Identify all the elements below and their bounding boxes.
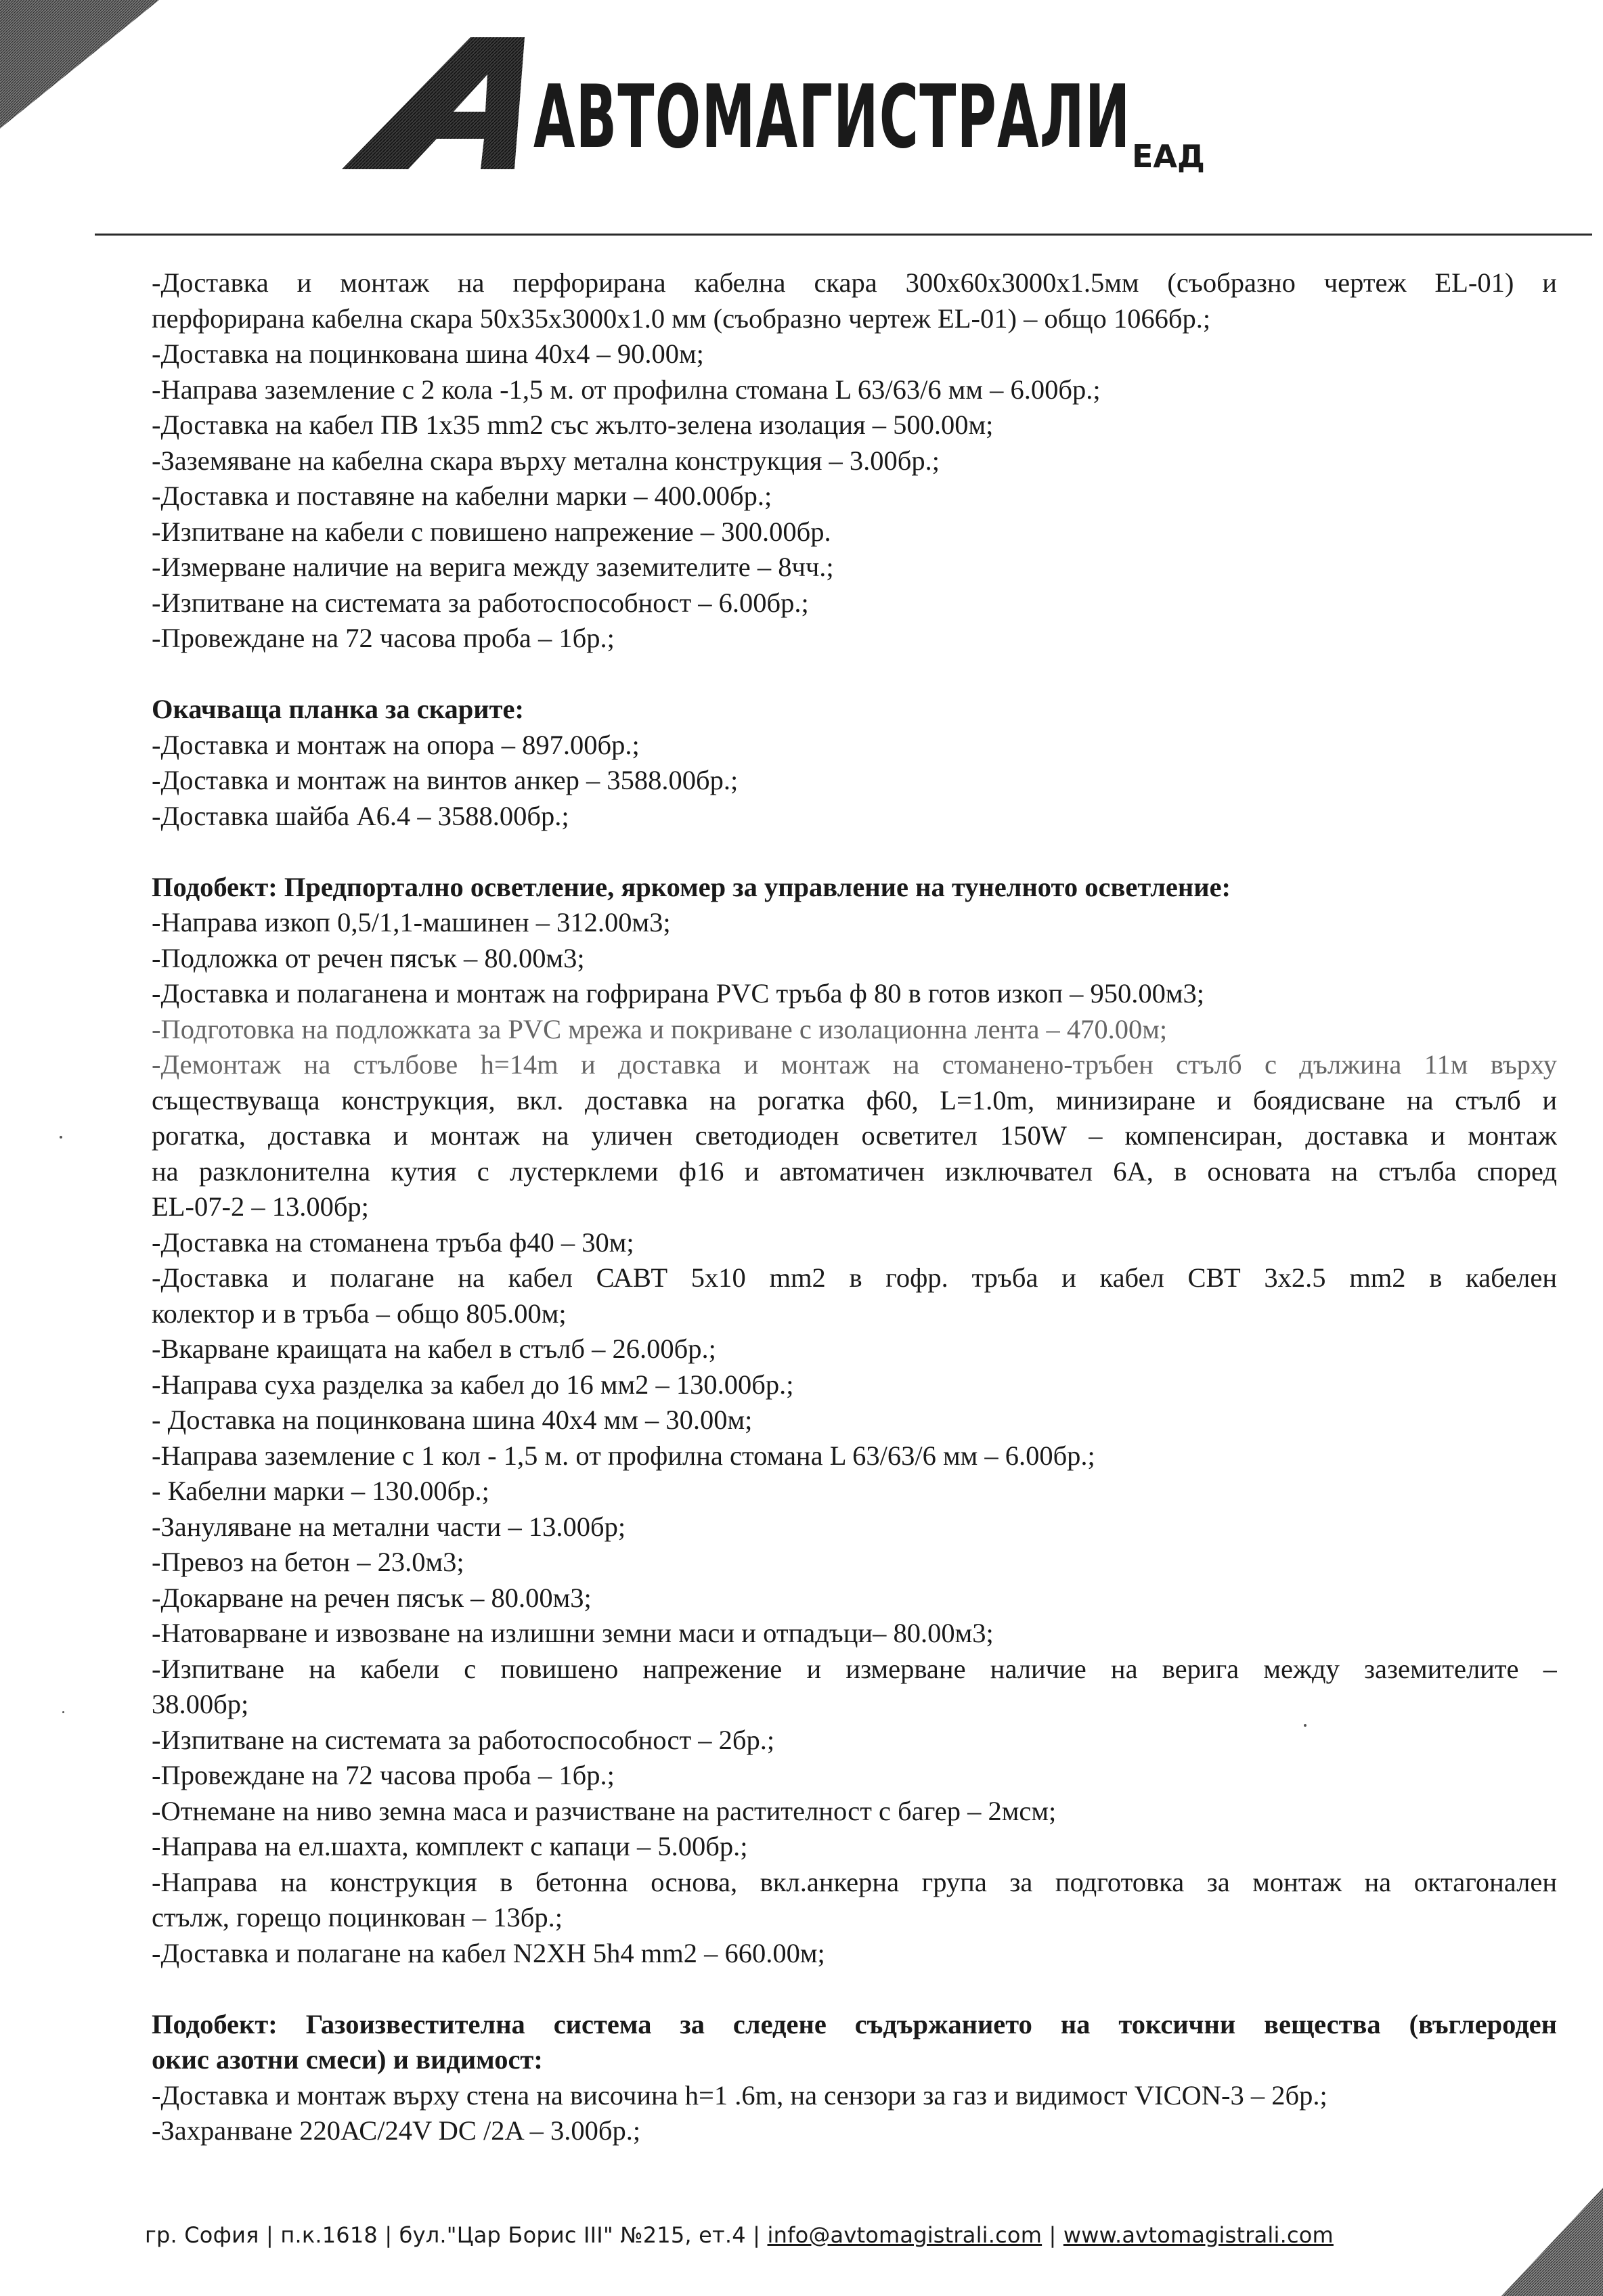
list-item: -Изпитване на системата за работоспособност – 2бр.; (152, 1724, 775, 1755)
list-item: -Натоварване и извозване на излишни земни маси и отпадъци– 80.00м3; (152, 1618, 994, 1648)
list-item: колектор и в тръба – общо 805.00м; (152, 1298, 567, 1329)
list-item: -Доставка и монтаж върху стена на височина h=1 .6m, на сензори за газ и видимост VICON-3 – 2бр.; (152, 2079, 1327, 2111)
list-item: -Доставка шайба А6.4 – 3588.00бр.; (152, 800, 569, 831)
list-item: -Отнемане на ниво земна маса и разчистване на растителност с багер – 2мсм; (152, 1795, 1057, 1826)
list-item: на разклонителна кутия с лустерклеми ф16 и автоматичен изключвател 6А, в основата на стълба според (152, 1155, 1557, 1187)
list-item: -Подложка от речен пясък – 80.00м3; (152, 942, 585, 973)
list-item: -Изпитване на кабели с повишено напрежение и измерване наличие на верига между заземителите – (152, 1653, 1557, 1684)
list-item: -Измерване наличие на верига между заземителите – 8чч.; (152, 552, 834, 582)
list-item: -Провеждане на 72 часова проба – 1бр.; (152, 1760, 615, 1790)
section-heading: Подобект: Предпортално осветление, яркомер за управление на тунелното осветление: (152, 871, 1231, 902)
section-gas-detection (152, 2007, 1557, 2149)
footer-email-link[interactable]: info@avtomagistrali.com (767, 2222, 1042, 2248)
list-item: - Доставка на поцинкована шина 40х4 мм – 30.00м; (152, 1405, 753, 1435)
list-item: -Изпитване на кабели с повишено напрежение – 300.00бр. (152, 516, 831, 547)
list-item: EL-07-2 – 13.00бр; (152, 1191, 369, 1222)
list-item: -Докарване на речен пясък – 80.00м3; (152, 1582, 592, 1613)
list-item: перфорирана кабелна скара 50х35х3000х1.0 мм (съобразно чертеж EL-01) – общо 1066бр.; (152, 303, 1211, 334)
section-cable-trays (152, 265, 1557, 657)
list-item: -Доставка на стоманена тръба ф40 – 30м; (152, 1227, 634, 1258)
page-footer (145, 2222, 1334, 2248)
list-item: 38.00бр; (152, 1689, 249, 1719)
list-item: -Изпитване на системата за работоспособност – 6.00бр.; (152, 587, 809, 618)
list-item: -Доставка и полагане на кабел N2XH 5h4 mm2 – 660.00м; (152, 1937, 825, 1968)
list-item: -Доставка и монтаж на опора – 897.00бр.; (152, 729, 640, 760)
footer-separator: | (1042, 2222, 1063, 2248)
list-item: -Направа на конструкция в бетонна основа, вкл.анкерна група за подготовка за монтаж на октагонален (152, 1866, 1557, 1897)
list-item: рогатка, доставка и монтаж на уличен светодиоден осветител 150W – компенсиран, доставка и монтаж (152, 1120, 1557, 1151)
corner-decoration-bottom-right (1501, 2188, 1603, 2296)
list-item: стълж, горещо поцинкован – 13бр.; (152, 1902, 563, 1933)
scan-speck (1304, 1724, 1306, 1727)
list-item: -Вкарване краищата на кабел в стълб – 26.00бр.; (152, 1333, 716, 1364)
list-item: -Доставка и полагане на кабел САВТ 5х10 mm2 в гофр. тръба и кабел СВТ 3х2.5 mm2 в кабелен (152, 1262, 1557, 1293)
list-item: -Доставка на кабел ПВ 1х35 mm2 със жълто-зелена изолация – 500.00м; (152, 410, 994, 440)
list-item: -Превоз на бетон – 23.0м3; (152, 1547, 464, 1577)
list-item: -Доставка и монтаж на перфорирана кабелна скара 300х60х3000х1.5мм (съобразно чертеж EL-01) и (152, 267, 1557, 298)
section-portal-lighting (152, 870, 1557, 1972)
company-logo-icon (342, 37, 531, 173)
list-item: -Доставка и полаганена и монтаж на гофрирана PVC тръба ф 80 в готов изкоп – 950.00м3; (152, 978, 1205, 1009)
footer-address: гр. София | п.к.1618 | бул."Цар Борис III" №215, ет.4 | (145, 2222, 768, 2248)
scan-speck (62, 1711, 64, 1713)
list-item: - Кабелни марки – 130.00бр.; (152, 1476, 489, 1506)
list-item: -Провеждане на 72 часова проба – 1бр.; (152, 623, 615, 653)
list-item: -Доставка и поставяне на кабелни марки – 400.00бр.; (152, 481, 772, 511)
company-suffix: ЕАД (1132, 138, 1205, 175)
scan-speck (60, 1136, 62, 1139)
corner-decoration-top-left (0, 0, 162, 135)
company-name: АВТОМАГИСТРАЛИ (533, 67, 1131, 168)
list-item: -Направа заземление с 1 кол - 1,5 м. от профилна стомана L 63/63/6 мм – 6.00бр.; (152, 1440, 1095, 1471)
section-heading: Подобект: Газоизвестителна система за следене съдържанието на токсични вещества (въглероден (152, 2008, 1557, 2039)
list-item: -Заземяване на кабелна скара върху метална конструкция – 3.00бр.; (152, 445, 940, 476)
list-item: -Подготовка на подложката за PVC мрежа и покриване с изолационна лента – 470.00м; (152, 1013, 1168, 1044)
list-item: -Зануляване на метални части – 13.00бр; (152, 1511, 626, 1542)
list-item: -Захранване 220АС/24V DC /2A – 3.00бр.; (152, 2115, 641, 2146)
list-item: -Направа заземление с 2 кола -1,5 м. от профилна стомана L 63/63/6 мм – 6.00бр.; (152, 374, 1101, 405)
list-item: -Доставка на поцинкована шина 40х4 – 90.00м; (152, 338, 704, 369)
list-item: -Направа изкоп 0,5/1,1-машинен – 312.00м3; (152, 907, 671, 937)
list-item: -Направа на ел.шахта, комплект с капаци – 5.00бр.; (152, 1831, 748, 1861)
footer-website-link[interactable]: www.avtomagistrali.com (1063, 2222, 1334, 2248)
list-item: -Доставка и монтаж на винтов анкер – 3588.00бр.; (152, 765, 739, 795)
list-item: -Демонтаж на стълбове h=14m и доставка и монтаж на стоманено-тръбен стълб с дължина 11м върху (152, 1049, 1557, 1080)
list-item: -Направа суха разделка за кабел до 16 мм2 – 130.00бр.; (152, 1369, 794, 1400)
list-item: съществуваща конструкция, вкл. доставка на рогатка ф60, L=1.0m, минизиране и боядисване на стълб и (152, 1084, 1557, 1116)
section-hanging-plate (152, 692, 1557, 834)
header-divider (95, 234, 1592, 236)
document-body (152, 265, 1557, 2149)
section-heading-continued: окис азотни смеси) и видимост: (152, 2044, 543, 2075)
section-heading: Окачваща планка за скарите: (152, 694, 524, 724)
